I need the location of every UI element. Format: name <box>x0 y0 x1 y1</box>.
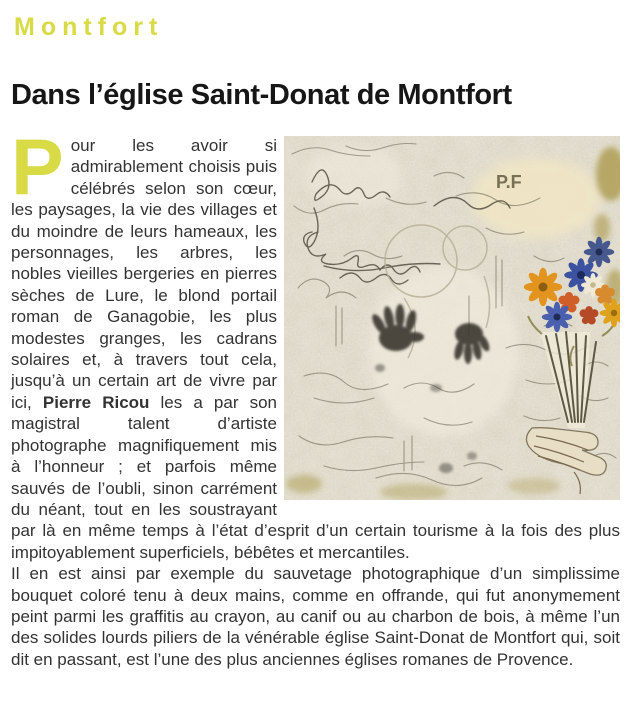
graffiti-bouquet-photo <box>284 136 620 500</box>
article-title: Dans l’église Saint-Donat de Montfort <box>11 79 512 111</box>
paragraph-1-text-after: les a par son magistral talent d’artiste photographe magnifiquement mis à l’honneur ; et parfois même sauvés de l’oubli, sinon carrément du néant, tout en les soustrayant par là en même temps à l’état d’esprit d’un certain tourisme à la fois des plus impitoyablement superficiels, bébêtes et mercantiles. <box>11 392 620 562</box>
paragraph-1-text: our les avoir si admirablement choisis puis célébrés selon son cœur, les paysages, la vie des villages et du moindre de leurs hameaux, les personnages, les arbres, les nobles vieilles bergeries en pierres sèches de Lure, le blond portail roman de Ganagobie, les plus modestes granges, les cadrans solaires et, à travers tout cela, jusqu’à un certain art de vivre par ici, <box>11 136 277 412</box>
article-body <box>11 122 620 670</box>
paragraph-2: Il en est ainsi par exemple du sauvetage photographique d’un simplissime bouquet coloré tenu à deux mains, comme en offrande, qui fut anonymement peint parmi les graffitis au crayon, au canif ou au charbon de bois, à même l’un des solides lourds piliers de la vénérable église Saint-Donat de Montfort qui, soit dit en passant, est l’une des plus anciennes églises romanes de Provence. <box>11 564 620 669</box>
graffiti-initials-text: P.F <box>496 172 522 192</box>
drop-cap: P <box>11 122 64 211</box>
article-photo <box>284 136 620 500</box>
author-name: Pierre Ricou <box>42 392 150 412</box>
section-kicker: Montfort <box>14 13 164 41</box>
